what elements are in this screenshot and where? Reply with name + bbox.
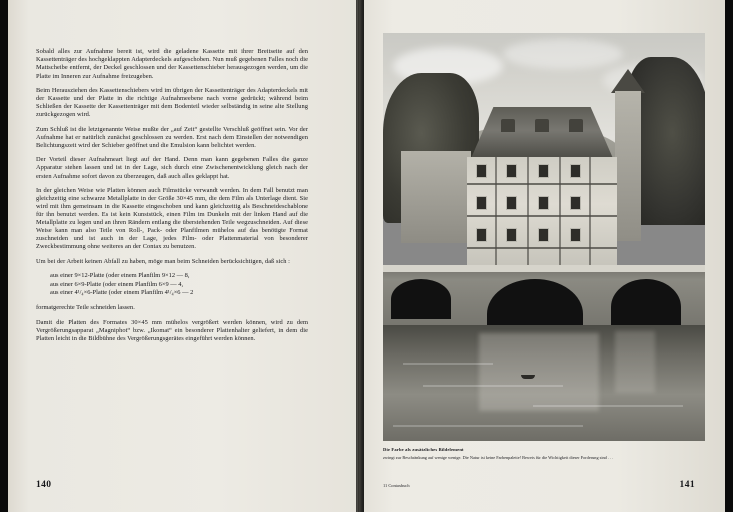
facade	[467, 157, 617, 275]
dormer	[501, 119, 515, 132]
right-page	[364, 0, 725, 512]
paragraph: In der gleichen Weise wie Platten können auch Filmstücke verwandt werden. In dem Fall benutzt man gleichzeitig eine schwarze Metallplatte in der Größe 30×45 mm, die dem Film als Unterlage dient. Sie wird mit ihm gemeinsam in die Kassette eingeschoben und kann gleichzeitig als Beschneideschablone für ihn benutzt werden. Es ist kein Kunststück, einen Film im Dunkeln mit der linken Hand auf die Metallplatte zu legen und an ihren Rändern entlang die überstehenden Teile wegzuschneiden. Auf diese Weise kann man also Teile von Roll-, Pack- oder Planfilmen mühelos auf das benötigte Format zuschneiden und ist auch in der Lage, jedes Film- oder Plattenmaterial von besonderer Zweckbestimmung ohne weiteres an der Contax zu benutzen.	[36, 187, 308, 251]
paragraph: Um bei der Arbeit keinen Abfall zu haben, möge man beim Schneiden berücksichtigen, daß sich :	[36, 257, 290, 265]
roof	[461, 107, 623, 159]
photo-caption-title: Die Farbe als zusätzliches Bildelement	[383, 447, 464, 452]
photograph	[383, 33, 705, 441]
list-item: aus einer 6×9-Platte (oder einem Planfilm 6×9 — 4,	[50, 280, 184, 288]
photo-caption-body: zwingt zur Beschränkung auf wenige wenige. Die Natur ist keine Farbenpalette! Beweis für die Wichtigkeit dieser Forderung sind . . .	[383, 455, 614, 460]
side-building	[401, 151, 471, 243]
paragraph: Damit die Platten des Formates 30×45 mm mühelos vergrößert werden können, wird zu dem Vergrößerungsapparat „Magniphot“ bzw. „Ikomat“ ein besonderer Plattenhalter geliefert, in dem die Platten leicht in die Bildbühne des Vergrößerungsgerätes eingeführt werden können.	[36, 318, 308, 342]
reflection	[479, 333, 599, 411]
small-boat	[521, 375, 535, 379]
paragraph: Sobald alles zur Aufnahme bereit ist, wird die geladene Kassette mit ihrer Breitseite auf den Kassettenträger des hochgeklappten Adapterdeckels aufgeschoben. Nun muß gegebenen Falles noch die Mattscheibe entfernt, der Deckel geschlossen und der Kassettenschieber herausgezogen werden, um die Platte im Inneren zur Aufnahme freizugeben.	[36, 48, 308, 80]
list-item: aus einer 4¹/₄×6-Platte (oder einem Planfilm 4¹/₄×6 — 2	[50, 289, 194, 297]
paragraph: Der Vorteil dieser Aufnahmeart liegt auf der Hand. Denn man kann gegebenen Falles die ganze Apparatur stehen lassen und ist in der Lage, sich durch eine Zwischenentwicklung gleich nach der ersten Aufnahme sofort davon zu überzeugen, daß auch alles geklappt hat.	[36, 156, 308, 180]
running-footer: 11 Contaxbuch	[383, 483, 410, 488]
bridge-arch	[391, 279, 451, 319]
page-number-right: 141	[679, 480, 695, 490]
page-number-left: 140	[36, 480, 52, 490]
paragraph: Beim Herausziehen des Kassettenschiebers wird im übrigen der Kassettenträger des Adapterdeckels mit der Kassette und der Platte in die richtige Aufnahmeebene nach vorne gedrückt; während beim Schließen der Kassette der Kassettenträger mit dem Bodenteil wieder selbständig in seine alte Stellung zurückgezogen wird.	[36, 87, 308, 119]
paragraph: Zum Schluß ist die letztgenannte Weise mußte der „auf Zeit“ gestellte Verschluß geöffnet sein. Vor der Aufnahme hat er natürlich zunächst geschlossen zu werden. Erst nach dem Einstellen der notwendigen Belichtungszeit wird der Schieber geöffnet und die Emulsion kann belichtet werden.	[36, 125, 308, 149]
dormer	[535, 119, 549, 132]
dormer	[569, 119, 583, 132]
stone-bridge	[383, 265, 705, 331]
format-list	[36, 272, 308, 297]
after-list-text: formatgerechte Teile schneiden lassen.	[36, 304, 135, 312]
half-timbered-house	[467, 107, 617, 275]
left-text-column	[36, 42, 308, 343]
list-item: aus einer 9×12-Platte (oder einem Planfilm 9×12 — 8,	[50, 272, 190, 280]
cloud	[503, 39, 623, 69]
reflection	[615, 331, 655, 393]
bridge-railing	[383, 265, 705, 272]
left-page	[8, 0, 358, 512]
tower	[615, 91, 641, 241]
